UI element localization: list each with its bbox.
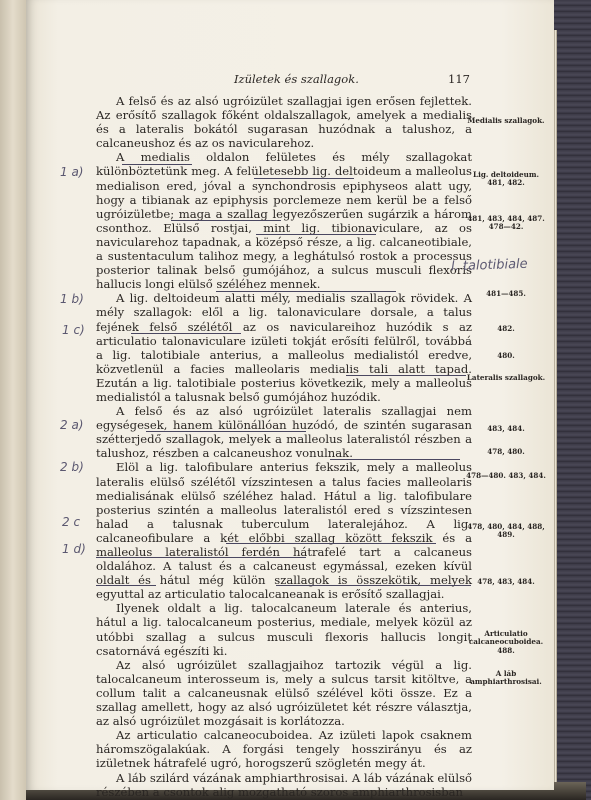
book-cover-right [554, 0, 591, 800]
side-note: A láb amphiarthrosisai. [470, 669, 542, 687]
handwritten-mark: 1 a) [60, 165, 84, 179]
pencil-underline [171, 220, 281, 221]
handwritten-mark: 1 d) [62, 542, 86, 556]
paragraph-calcaneocuboidea: Az articulatio calcaneocuboidea. Az izületi lapok csaknem háromszögalakúak. A forgási tengely hosszirányu és az izületnek hátrafelé ugró, horogszerű szögletén megy át. [96, 728, 472, 771]
side-note: 481—485. [486, 289, 526, 298]
side-note: 478, 483, 484. [477, 577, 535, 586]
pencil-underline [122, 164, 192, 165]
side-note: 482. [497, 324, 515, 333]
paragraph-talocalcaneum: Ilyenek oldalt a lig. talocalcaneum laterale és anterius, hátul a lig. talocalcaneum posterius, mediale, melyek közül az utóbbi szallag a sulcus musculi flexoris hallucis longit csatornává egészíti ki. [96, 601, 472, 658]
pencil-underline [276, 585, 471, 586]
side-note: 478—480. 483, 484. [466, 471, 546, 480]
side-note: 478, 480. [487, 447, 525, 456]
running-head-title: Izületek és szallagok. [234, 72, 359, 86]
pencil-underline [256, 234, 376, 235]
book-page [26, 0, 554, 799]
side-note: 478, 480, 484, 488, 489. [467, 522, 545, 540]
handwritten-note: l. talotibiale [450, 256, 528, 275]
handwritten-mark: 2 a) [60, 418, 84, 432]
body-text [96, 94, 472, 799]
pencil-underline [216, 291, 396, 292]
handwritten-mark: 2 b) [60, 460, 84, 474]
running-head [26, 72, 554, 88]
side-note: Articulatio calcaneocuboidea. 488. [468, 629, 544, 655]
side-note: Medialis szallagok. [467, 116, 545, 125]
paragraph-medialis-oldal: A medialis oldalon felületes és mély szallagokat különböztetünk meg. A felületesebb lig. deltoideum a malleolus medialison ered, jóval a synchondrosis epiphyseos alatt ugy, hogy a tibianak az epiphysis porclemeze nem kerül be a felső ugróizületbe; maga a szallag legyezőszerűen sugárzik a három csonthoz. Elülső rostjai, mint lig. tibionaviculare, az os navicularehoz tapadnak, a középső része, a lig. calcaneotibiale, a sustentaculum talihoz megy, a leghátulsó rostok a processus posterior talinak belső gumójához, a sulcus musculi flexoris hallucis longi elülső széléhez mennek. [96, 150, 472, 292]
page-number: 117 [448, 72, 470, 86]
pencil-underline [146, 431, 306, 432]
side-note: Lig. deltoideum. 481, 482. [473, 170, 539, 188]
pencil-underline [96, 557, 306, 558]
paragraph-amphiarthrosis: A láb szilárd vázának amphiarthrosisai. A láb vázának elülső részében a csontok alig mozgatható szoros amphiarthrosisban [96, 770, 472, 799]
side-note: Lateralis szallagok. [466, 373, 546, 382]
pencil-underline [254, 178, 354, 179]
pencil-underline [96, 585, 156, 586]
pencil-underline [226, 543, 436, 544]
pencil-underline [131, 333, 241, 334]
paragraph-ugroizulet-intro: A felső és az alsó ugróizület szallagjai igen erősen fejlettek. Az erősítő szallagok főként oldalszallagok, amelyek a medialis és a lateralis bokától sugarasan huzódnak a talushoz, a calcaneushoz és az os navicularehoz. [96, 94, 472, 151]
paragraph-lateralis-szallagok: A felső és az alsó ugróizület lateralis szallagjai nem egységesek, hanem különállóan huzódó, de szintén sugarasan szétterjedő szallagok, melyek a malleolus lateralistól részben a talushoz, részben a calcaneushoz vonulnak. [96, 404, 472, 461]
handwritten-mark: 2 c [62, 515, 81, 529]
handwritten-mark: 1 b) [60, 292, 84, 306]
handwritten-mark: 1 c) [62, 323, 85, 337]
side-note: 481, 483, 484, 487. 478—42. [467, 214, 545, 232]
side-note: 480. [497, 351, 515, 360]
pencil-underline [330, 459, 460, 460]
side-note: 483, 484. [487, 424, 525, 433]
pencil-underline [346, 375, 466, 376]
paragraph-talofibulare: Elöl a lig. talofibulare anterius fekszik, mely a malleolus lateralis elülső szélétől vízszintesen a talus facies malleolaris medialisának elülső széléhez halad. Hátul a lig. talofibulare posterius szintén a malleolus lateralistól ered s vízszintesen halad a talusnak tuberculum lateralejához. A lig. calcaneofibulare a két előbbi szallag között fekszik és a malleolus lateralistól ferdén hátrafelé tart a calcaneus oldalához. A talust és a calcaneust egymással, ezeken kívül oldalt és hátul még külön szallagok is összekötik, melyek egyuttal az articulatio talocalcaneanak is erősítő szallagjai. [96, 460, 472, 602]
paragraph-mely-szallagok: A lig. deltoideum alatti mély, medialis szallagok rövidek. A mély szallagok: elől a lig. talonaviculare dorsale, a talus fejének felső szélétől az os naviculareihoz huzódik s az articulatio talonaviculare izületi tokját erősíti felülről, továbbá a lig. talotibiale anterius, a malleolus medialistól eredve, közvetlenül a facies malleolaris medialis tali alatt tapad. Ezután a lig. talotibiale posterius következik, mely a malleolus medialistól a talusnak belső gumójához huzódik. [96, 291, 472, 404]
paragraph-interosseum: Az alsó ugróizület szallagjaihoz tartozik végül a lig. talocalcaneum interosseum is, mely a sulcus tarsit kitöltve, a collum talit a calcaneusnak elülső szélével köti össze. Ez a szallag amellett, hogy az alsó ugróizületet két részre választja, az alsó ugróizület mozgásait is korlátozza. [96, 657, 472, 729]
book-binding-left [0, 0, 27, 800]
